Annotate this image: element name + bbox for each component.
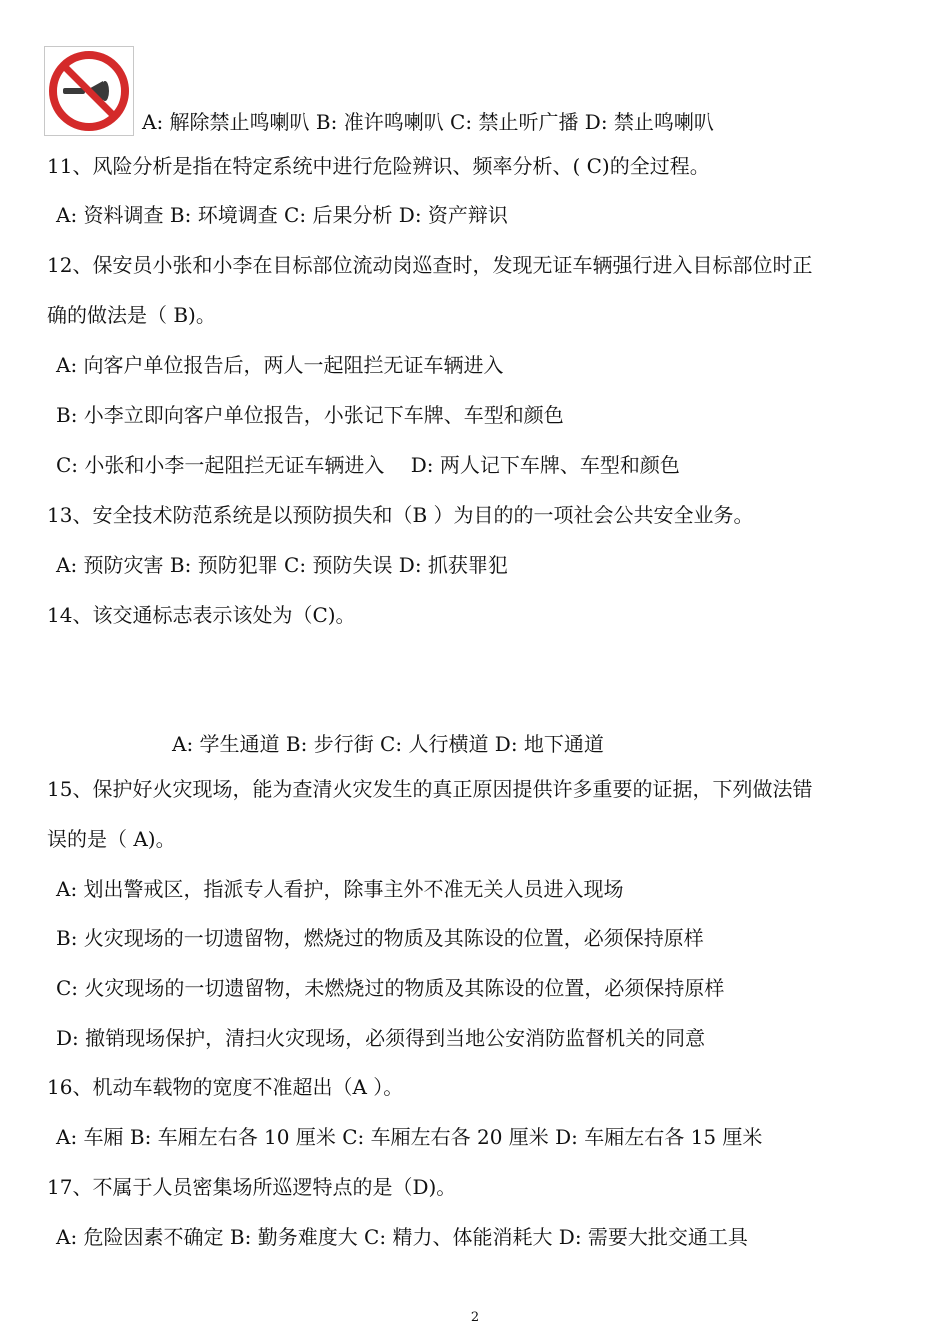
q11-options: A: 资料调查 B: 环境调查 C: 后果分析 D: 资产辩识 (56, 203, 508, 227)
no-horn-sign-icon (45, 47, 133, 135)
q14-options: A: 学生通道 B: 步行街 C: 人行横道 D: 地下通道 (172, 732, 604, 756)
q15-option-c: C: 火灾现场的一切遗留物，未燃烧过的物质及其陈设的位置，必须保持原样 (56, 976, 725, 1000)
q12-stem-line2: 确的做法是（ B)。 (47, 303, 216, 327)
q13-stem: 13、安全技术防范系统是以预防损失和（B ）为目的的一项社会公共安全业务。 (47, 503, 754, 527)
no-horn-sign-image (44, 46, 134, 136)
q10-options: A: 解除禁止鸣喇叭 B: 准许鸣喇叭 C: 禁止听广播 D: 禁止鸣喇叭 (142, 110, 714, 134)
q11-stem: 11、风险分析是指在特定系统中进行危险辨识、频率分析、( C)的全过程。 (47, 154, 710, 178)
q12-stem-line1: 12、保安员小张和小李在目标部位流动岗巡查时，发现无证车辆强行进入目标部位时正 (47, 253, 813, 277)
q15-option-b: B: 火灾现场的一切遗留物，燃烧过的物质及其陈设的位置，必须保持原样 (56, 926, 704, 950)
q17-stem: 17、不属于人员密集场所巡逻特点的是（D)。 (47, 1175, 457, 1199)
q15-option-d: D: 撤销现场保护，清扫火灾现场，必须得到当地公安消防监督机关的同意 (56, 1026, 706, 1050)
q16-stem: 16、机动车载物的宽度不准超出（A ）。 (47, 1075, 404, 1099)
q15-option-a: A: 划出警戒区，指派专人看护，除事主外不准无关人员进入现场 (56, 877, 624, 901)
q15-stem-line1: 15、保护好火灾现场，能为查清火灾发生的真正原因提供许多重要的证据，下列做法错 (47, 777, 813, 801)
q16-options: A: 车厢 B: 车厢左右各 10 厘米 C: 车厢左右各 20 厘米 D: 车厢左右各 15 厘米 (56, 1125, 763, 1149)
q13-options: A: 预防灾害 B: 预防犯罪 C: 预防失误 D: 抓获罪犯 (56, 553, 508, 577)
q17-options: A: 危险因素不确定 B: 勤务难度大 C: 精力、体能消耗大 D: 需要大批交通工具 (56, 1225, 748, 1249)
page-number: 2 (470, 1310, 480, 1325)
q12-option-cd: C: 小张和小李一起阻拦无证车辆进入 D: 两人记下车牌、车型和颜色 (56, 453, 680, 477)
q12-option-a: A: 向客户单位报告后，两人一起阻拦无证车辆进入 (56, 353, 504, 377)
q14-stem: 14、该交通标志表示该处为（C)。 (47, 603, 356, 627)
q15-stem-line2: 误的是（ A)。 (47, 827, 176, 851)
q12-option-b: B: 小李立即向客户单位报告，小张记下车牌、车型和颜色 (56, 403, 564, 427)
